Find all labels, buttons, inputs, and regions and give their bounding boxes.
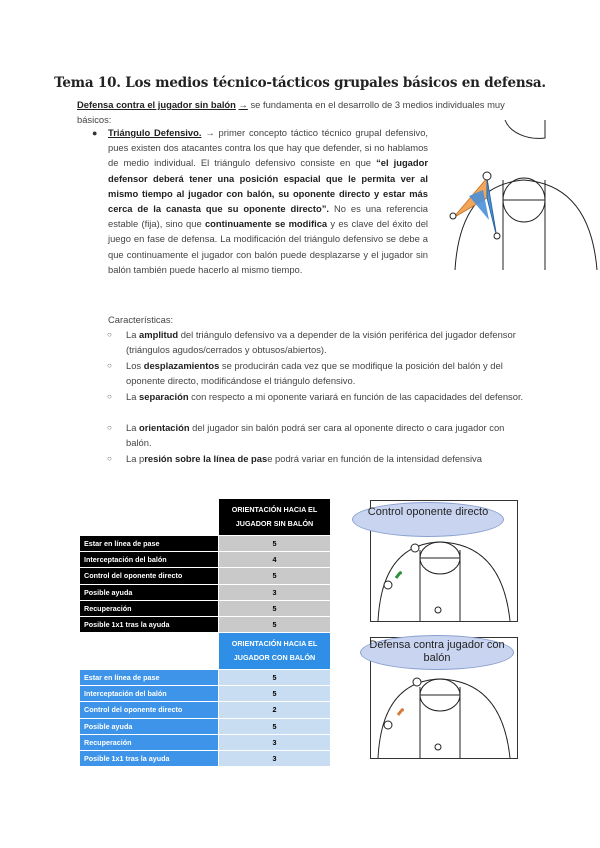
circle-bullet-icon: ○ <box>107 392 112 401</box>
triangulo-text3: y es clave del éxito del juego en fase de defensa. La modificación del triángulo defensivo se debe a que continuamente el jugador con balón puede desplazarse y el jugador sin balón también puede hacerlo al mismo tiempo. <box>108 218 428 275</box>
player-icon <box>435 607 441 613</box>
circle-bullet-icon: ○ <box>107 330 112 339</box>
player-icon <box>384 721 392 729</box>
table-row: Posible 1x1 tras la ayuda 3 <box>80 750 331 766</box>
intro-heading: Defensa contra el jugador sin balón <box>77 99 236 110</box>
player-icon <box>435 744 441 750</box>
triangulo-text1: primer concepto táctico técnico grupal defensivo, pues existen dos atacantes contra los que hay que defender, si no hablamos de medio individual. El triángulo defensivo consiste en que <box>108 127 429 169</box>
triangulo-quote: “el jugador defensor deberá tener una posición espacial que le permita ver al mismo tiempo al jugador con balón, su oponente directo y estar más cerca de la canasta que su oponente directo”. <box>108 157 428 215</box>
caracteristicas-label: Características: <box>108 314 174 325</box>
table-row: Posible 1x1 tras la ayuda 5 <box>80 616 331 632</box>
circle-bullet-icon: ○ <box>107 423 112 432</box>
page-title: Tema 10. Los medios técnico-tácticos grupales básicos en defensa. <box>54 75 546 91</box>
player-icon <box>413 678 421 686</box>
table-row: Control del oponente directo 5 <box>80 568 331 584</box>
feature-item: ○ La orientación del jugador sin balón podrá ser cara al oponente directo o cara jugador con balón. <box>107 422 505 448</box>
table-row: Posible ayuda 5 <box>80 718 331 734</box>
triangle-court-diagram <box>445 120 600 270</box>
table-row: Estar en línea de pase 5 <box>80 536 331 552</box>
table-header: ORIENTACIÓN HACIA EL JUGADOR CON BALÓN <box>219 633 331 670</box>
table-sin-balon <box>79 498 331 633</box>
table-con-balon <box>79 632 331 767</box>
player-icon <box>411 544 419 552</box>
table-row: Recuperación 5 <box>80 600 331 616</box>
table-row: Recuperación 3 <box>80 734 331 750</box>
feature-item: ○ La separación con respecto a mi oponente variará en función de las capacidades del defensor. <box>107 391 524 402</box>
table-row: Posible ayuda 3 <box>80 584 331 600</box>
diagram1-label: Control oponente directo <box>352 502 504 537</box>
feature-item: ○ La presión sobre la línea de pase podrá variar en función de la intensidad defensiva <box>107 453 482 464</box>
circle-bullet-icon: ○ <box>107 454 112 463</box>
triangulo-arrow: → <box>205 127 215 138</box>
intro-text: se fundamenta en el desarrollo de 3 medios individuales muy básicos: <box>77 99 505 125</box>
player-icon <box>450 213 456 219</box>
triangulo-term: Triángulo Defensivo. <box>108 127 202 138</box>
triangulo-text2: No es una referencia estable (fija), sino que <box>108 203 428 230</box>
feature-item: ○ Los desplazamientos se producirán cada vez que se modifique la posición del balón y del oponente directo, modificándose el triángulo defensivo. <box>107 360 503 386</box>
triangulo-paragraph <box>108 125 428 277</box>
diagram2-label: Defensa contra jugador con balón <box>360 635 514 670</box>
intro-arrow: → <box>238 99 248 110</box>
feature-item: ○ La amplitud del triángulo defensivo va a depender de la visión periférica del jugador defensor (triángulos agudos/cerrados y obtusos/abiertos). <box>107 329 516 355</box>
player-icon <box>384 581 392 589</box>
bullet-icon: ● <box>92 128 98 138</box>
player-icon <box>483 172 491 180</box>
table-header: ORIENTACIÓN HACIA EL JUGADOR SIN BALÓN <box>219 499 331 536</box>
table-row: Control del oponente directo 2 <box>80 702 331 718</box>
table-row: Interceptación del balón 4 <box>80 552 331 568</box>
circle-bullet-icon: ○ <box>107 361 112 370</box>
table-row: Estar en línea de pase 5 <box>80 670 331 686</box>
triangulo-bold2: continuamente se modifica <box>204 218 328 230</box>
player-icon <box>494 233 500 239</box>
table-row: Interceptación del balón 5 <box>80 686 331 702</box>
